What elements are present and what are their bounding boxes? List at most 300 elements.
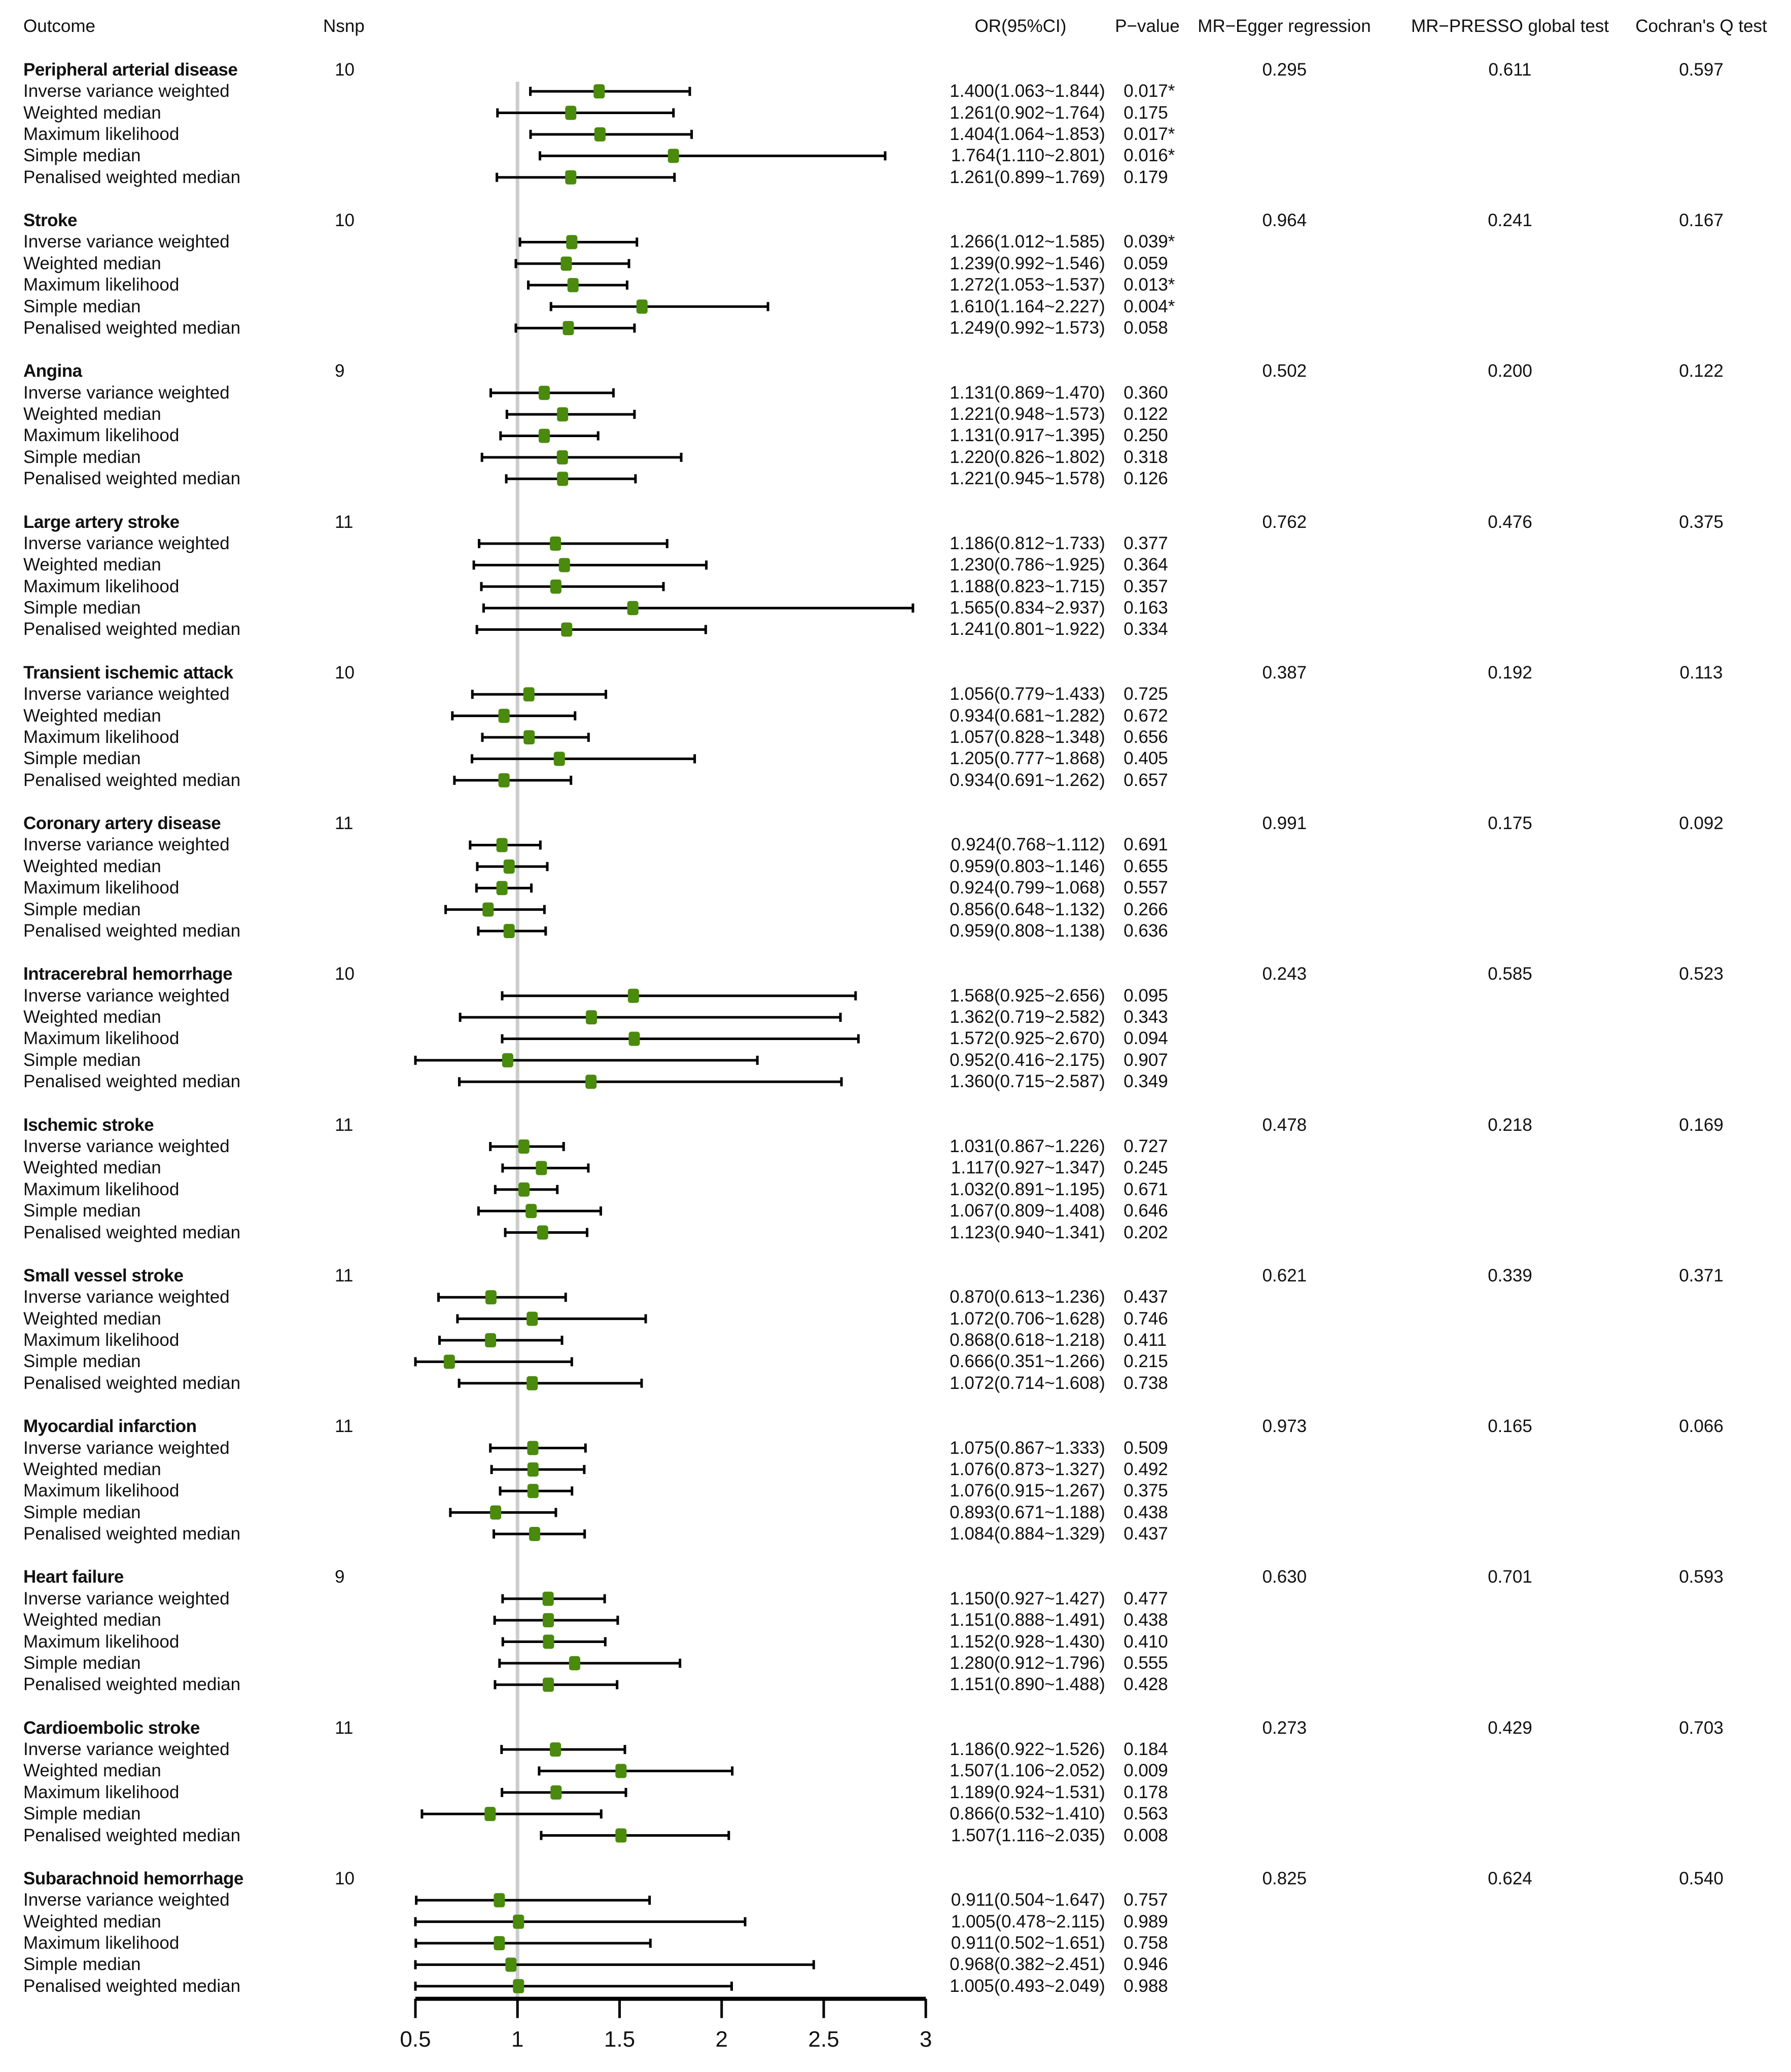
method-label: Weighted median	[23, 1158, 161, 1178]
cochran-q-pvalue: 0.371	[1679, 1265, 1724, 1285]
or-ci-value: 1.266(1.012~1.585)	[950, 232, 1105, 252]
p-value: 0.059	[1123, 253, 1168, 273]
p-value: 0.410	[1123, 1631, 1168, 1652]
method-label: Weighted median	[23, 253, 161, 273]
nsnp-value: 11	[335, 1416, 354, 1437]
p-value: 0.405	[1123, 748, 1168, 769]
or-ci-value: 1.241(0.801~1.922)	[950, 619, 1105, 639]
or-point-marker	[499, 709, 510, 723]
cochran-q-pvalue: 0.066	[1679, 1416, 1724, 1437]
method-label: Maximum likelihood	[23, 1481, 180, 1501]
or-ci-value: 1.572(0.925~2.670)	[950, 1028, 1105, 1049]
or-ci-value: 0.868(0.618~1.218)	[950, 1330, 1105, 1350]
method-label: Weighted median	[23, 404, 161, 424]
mr-egger-pvalue: 0.478	[1262, 1115, 1307, 1135]
cochran-q-pvalue: 0.703	[1679, 1718, 1724, 1738]
outcome-group-label: Angina	[23, 361, 82, 381]
or-ci-value: 1.230(0.786~1.925)	[950, 555, 1105, 575]
or-point-marker	[550, 537, 561, 551]
or-ci-value: 1.057(0.828~1.348)	[950, 727, 1105, 747]
method-label: Weighted median	[23, 1911, 161, 1932]
method-label: Maximum likelihood	[23, 727, 180, 747]
or-point-marker	[529, 1527, 540, 1541]
method-label: Simple median	[23, 1351, 141, 1372]
or-ci-value: 1.067(0.809~1.408)	[950, 1201, 1105, 1221]
nsnp-value: 9	[335, 361, 345, 381]
p-value: 0.492	[1123, 1459, 1168, 1479]
cochran-q-pvalue: 0.597	[1679, 59, 1724, 80]
or-ci-value: 1.507(1.106~2.052)	[950, 1761, 1105, 1781]
or-ci-value: 1.221(0.945~1.578)	[950, 469, 1105, 489]
nsnp-value: 11	[335, 1718, 354, 1738]
p-value: 0.202	[1123, 1222, 1168, 1242]
or-point-marker	[528, 1462, 539, 1477]
p-value: 0.349	[1123, 1071, 1168, 1092]
p-value: 0.656	[1123, 727, 1168, 747]
p-value: 0.555	[1123, 1653, 1168, 1673]
or-point-marker	[550, 580, 561, 594]
method-label: Inverse variance weighted	[23, 1287, 230, 1307]
method-label: Maximum likelihood	[23, 1028, 180, 1049]
header-outcome: Outcome	[23, 16, 95, 36]
method-label: Maximum likelihood	[23, 1933, 180, 1953]
mr-presso-pvalue: 0.624	[1488, 1868, 1532, 1888]
p-value: 0.946	[1123, 1954, 1168, 1975]
mr-egger-pvalue: 0.973	[1262, 1416, 1307, 1437]
p-value: 0.017*	[1123, 81, 1175, 101]
header-mr-egger: MR−Egger regression	[1198, 16, 1371, 36]
or-point-marker	[523, 730, 535, 744]
or-point-marker	[557, 472, 568, 486]
or-ci-value: 0.934(0.681~1.282)	[950, 705, 1105, 726]
mr-presso-pvalue: 0.611	[1488, 59, 1532, 80]
outcome-group-label: Small vessel stroke	[23, 1265, 184, 1285]
method-label: Weighted median	[23, 102, 161, 123]
or-point-marker	[557, 407, 568, 421]
or-ci-value: 0.934(0.691~1.262)	[950, 770, 1105, 790]
method-label: Penalised weighted median	[23, 619, 241, 639]
mr-presso-pvalue: 0.175	[1488, 813, 1532, 834]
method-label: Inverse variance weighted	[23, 232, 230, 252]
or-ci-value: 1.565(0.834~2.937)	[950, 598, 1105, 618]
p-value: 0.437	[1123, 1287, 1168, 1307]
mr-egger-pvalue: 0.273	[1262, 1718, 1307, 1738]
method-label: Weighted median	[23, 1761, 161, 1781]
method-label: Penalised weighted median	[23, 1222, 241, 1242]
method-label: Penalised weighted median	[23, 167, 241, 187]
method-label: Inverse variance weighted	[23, 1136, 230, 1156]
or-point-marker	[628, 1031, 640, 1046]
mr-presso-pvalue: 0.701	[1488, 1567, 1532, 1587]
method-label: Weighted median	[23, 1459, 161, 1479]
or-point-marker	[502, 1053, 513, 1067]
or-point-marker	[536, 1161, 547, 1175]
header-or-ci: OR(95%CI)	[974, 16, 1067, 36]
or-point-marker	[494, 1893, 505, 1907]
x-axis-tick-label: 2	[715, 2026, 728, 2052]
outcome-group-label: Intracerebral hemorrhage	[23, 964, 233, 984]
mr-egger-pvalue: 0.630	[1262, 1567, 1307, 1587]
or-point-marker	[518, 1139, 530, 1154]
method-label: Simple median	[23, 447, 141, 467]
method-label: Maximum likelihood	[23, 1782, 180, 1802]
or-ci-value: 1.239(0.992~1.546)	[950, 253, 1105, 273]
method-label: Maximum likelihood	[23, 1631, 180, 1652]
or-ci-value: 1.123(0.940~1.341)	[950, 1222, 1105, 1242]
mr-presso-pvalue: 0.200	[1488, 361, 1532, 381]
method-label: Penalised weighted median	[23, 770, 241, 790]
p-value: 0.437	[1123, 1524, 1168, 1544]
or-point-marker	[569, 1656, 580, 1670]
or-point-marker	[513, 1915, 524, 1929]
or-ci-value: 0.911(0.504~1.647)	[951, 1890, 1105, 1910]
or-point-marker	[484, 1807, 496, 1821]
or-ci-value: 1.151(0.888~1.491)	[950, 1610, 1105, 1630]
p-value: 0.364	[1123, 555, 1168, 575]
p-value: 0.757	[1123, 1890, 1168, 1910]
or-point-marker	[586, 1010, 597, 1024]
or-ci-value: 1.076(0.915~1.267)	[950, 1481, 1105, 1501]
outcome-group-label: Myocardial infarction	[23, 1416, 197, 1437]
or-point-marker	[528, 1484, 539, 1498]
or-point-marker	[526, 1312, 538, 1326]
mr-presso-pvalue: 0.429	[1488, 1718, 1532, 1738]
method-label: Weighted median	[23, 1308, 161, 1329]
mr-egger-pvalue: 0.295	[1262, 59, 1307, 80]
outcome-group-label: Peripheral arterial disease	[23, 59, 238, 80]
method-label: Inverse variance weighted	[23, 533, 230, 553]
p-value: 0.245	[1123, 1158, 1168, 1178]
p-value: 0.557	[1123, 878, 1168, 898]
method-label: Simple median	[23, 1804, 141, 1824]
or-point-marker	[565, 106, 576, 120]
or-point-marker	[585, 1075, 596, 1089]
or-ci-value: 1.362(0.719~2.582)	[950, 1007, 1105, 1027]
p-value: 0.039*	[1123, 232, 1175, 252]
p-value: 0.094	[1123, 1028, 1168, 1049]
or-ci-value: 0.959(0.808~1.138)	[950, 920, 1105, 941]
or-point-marker	[499, 773, 510, 788]
method-label: Simple median	[23, 1502, 141, 1522]
method-label: Penalised weighted median	[23, 1071, 241, 1092]
x-axis-tick-label: 2.5	[808, 2026, 839, 2052]
or-ci-value: 1.400(1.063~1.844)	[950, 81, 1105, 101]
p-value: 0.657	[1123, 770, 1168, 790]
or-ci-value: 1.151(0.890~1.488)	[950, 1674, 1105, 1695]
or-ci-value: 1.568(0.925~2.656)	[950, 985, 1105, 1006]
or-ci-value: 1.272(1.053~1.537)	[950, 275, 1105, 295]
cochran-q-pvalue: 0.167	[1679, 210, 1724, 231]
or-point-marker	[526, 1376, 538, 1390]
or-point-marker	[482, 903, 494, 917]
or-ci-value: 1.084(0.884~1.329)	[950, 1524, 1105, 1544]
x-axis-tick-label: 1	[511, 2026, 524, 2052]
mr-presso-pvalue: 0.165	[1488, 1416, 1532, 1437]
or-ci-value: 1.152(0.928~1.430)	[950, 1631, 1105, 1652]
or-ci-value: 1.072(0.706~1.628)	[950, 1308, 1105, 1329]
or-point-marker	[485, 1290, 497, 1304]
or-ci-value: 1.261(0.899~1.769)	[950, 167, 1105, 187]
p-value: 0.250	[1123, 425, 1168, 446]
or-point-marker	[539, 386, 550, 400]
or-point-marker	[497, 881, 508, 895]
p-value: 0.095	[1123, 985, 1168, 1006]
mr-egger-pvalue: 0.502	[1262, 361, 1307, 381]
method-label: Simple median	[23, 1201, 141, 1221]
or-point-marker	[543, 1677, 554, 1692]
mr-presso-pvalue: 0.585	[1488, 964, 1532, 984]
p-value: 0.438	[1123, 1610, 1168, 1630]
or-point-marker	[560, 257, 572, 271]
mr-egger-pvalue: 0.243	[1262, 964, 1307, 984]
p-value: 0.215	[1123, 1351, 1168, 1372]
or-point-marker	[594, 127, 606, 141]
mr-egger-pvalue: 0.991	[1262, 813, 1307, 834]
p-value: 0.013*	[1123, 275, 1175, 295]
or-ci-value: 1.220(0.826~1.802)	[950, 447, 1105, 467]
or-ci-value: 0.968(0.382~2.451)	[950, 1954, 1105, 1975]
p-value: 0.725	[1123, 684, 1168, 704]
or-point-marker	[628, 989, 639, 1003]
or-ci-value: 1.056(0.779~1.433)	[950, 684, 1105, 704]
or-point-marker	[527, 1441, 538, 1455]
or-ci-value: 1.205(0.777~1.868)	[950, 748, 1105, 769]
or-point-marker	[543, 1613, 554, 1627]
outcome-group-label: Stroke	[23, 210, 77, 231]
method-label: Simple median	[23, 296, 141, 316]
or-ci-value: 0.870(0.613~1.236)	[950, 1287, 1105, 1307]
or-ci-value: 1.032(0.891~1.195)	[950, 1179, 1105, 1199]
or-ci-value: 1.507(1.116~2.035)	[951, 1825, 1105, 1845]
p-value: 0.646	[1123, 1201, 1168, 1221]
x-axis-tick-label: 1.5	[604, 2026, 636, 2052]
or-point-marker	[550, 1742, 561, 1757]
p-value: 0.184	[1123, 1739, 1168, 1760]
mr-egger-pvalue: 0.825	[1262, 1868, 1307, 1888]
or-point-marker	[568, 278, 579, 292]
or-point-marker	[497, 838, 508, 852]
or-point-marker	[525, 1204, 537, 1218]
or-point-marker	[513, 1979, 524, 1993]
method-label: Inverse variance weighted	[23, 1438, 230, 1458]
or-ci-value: 1.280(0.912~1.796)	[950, 1653, 1105, 1673]
or-ci-value: 1.186(0.812~1.733)	[950, 533, 1105, 553]
x-axis-tick-label: 3	[919, 2026, 932, 2052]
method-label: Maximum likelihood	[23, 124, 180, 144]
method-label: Maximum likelihood	[23, 1330, 180, 1350]
p-value: 0.727	[1123, 1136, 1168, 1156]
nsnp-value: 11	[335, 813, 354, 834]
method-label: Inverse variance weighted	[23, 382, 230, 403]
or-point-marker	[523, 687, 535, 701]
method-label: Penalised weighted median	[23, 317, 241, 338]
mr-presso-pvalue: 0.339	[1488, 1265, 1532, 1285]
or-ci-value: 0.893(0.671~1.188)	[950, 1502, 1105, 1522]
or-point-marker	[494, 1936, 505, 1950]
mr-egger-pvalue: 0.762	[1262, 512, 1307, 532]
or-point-marker	[485, 1333, 496, 1347]
method-label: Inverse variance weighted	[23, 684, 230, 704]
outcome-group-label: Ischemic stroke	[23, 1115, 154, 1135]
method-label: Weighted median	[23, 555, 161, 575]
header-mr-presso: MR−PRESSO global test	[1411, 16, 1609, 36]
method-label: Penalised weighted median	[23, 1674, 241, 1695]
cochran-q-pvalue: 0.092	[1679, 813, 1724, 834]
p-value: 0.360	[1123, 382, 1168, 403]
nsnp-value: 11	[335, 1265, 354, 1285]
outcome-group-label: Cardioembolic stroke	[23, 1718, 200, 1738]
mr-presso-pvalue: 0.476	[1488, 512, 1532, 532]
or-ci-value: 0.924(0.768~1.112)	[951, 835, 1105, 855]
p-value: 0.009	[1123, 1761, 1168, 1781]
cochran-q-pvalue: 0.540	[1679, 1868, 1724, 1888]
p-value: 0.377	[1123, 533, 1168, 553]
or-point-marker	[557, 450, 568, 465]
nsnp-value: 10	[335, 662, 355, 683]
cochran-q-pvalue: 0.113	[1679, 662, 1723, 683]
method-label: Inverse variance weighted	[23, 1739, 230, 1760]
p-value: 0.016*	[1123, 146, 1175, 166]
or-ci-value: 1.186(0.922~1.526)	[950, 1739, 1105, 1760]
or-ci-value: 1.075(0.867~1.333)	[950, 1438, 1105, 1458]
or-point-marker	[565, 170, 576, 185]
or-point-marker	[543, 1592, 554, 1606]
or-ci-value: 0.924(0.799~1.068)	[950, 878, 1105, 898]
or-point-marker	[550, 1785, 561, 1800]
p-value: 0.017*	[1123, 124, 1175, 144]
or-ci-value: 1.031(0.867~1.226)	[950, 1136, 1105, 1156]
or-point-marker	[637, 300, 648, 314]
outcome-group-label: Large artery stroke	[23, 512, 180, 532]
or-ci-value: 1.188(0.823~1.715)	[950, 576, 1105, 596]
or-point-marker	[490, 1506, 501, 1520]
p-value: 0.357	[1123, 576, 1168, 596]
p-value: 0.343	[1123, 1007, 1168, 1027]
or-ci-value: 1.189(0.924~1.531)	[950, 1782, 1105, 1802]
or-point-marker	[627, 601, 639, 615]
method-label: Simple median	[23, 748, 141, 769]
or-point-marker	[554, 752, 565, 766]
or-ci-value: 1.076(0.873~1.327)	[950, 1459, 1105, 1479]
mr-presso-pvalue: 0.241	[1488, 210, 1532, 231]
nsnp-value: 10	[335, 210, 355, 231]
or-point-marker	[561, 622, 572, 636]
cochran-q-pvalue: 0.593	[1679, 1567, 1724, 1587]
outcome-group-label: Transient ischemic attack	[23, 662, 233, 683]
method-label: Simple median	[23, 1050, 141, 1070]
mr-egger-pvalue: 0.387	[1262, 662, 1307, 683]
method-label: Weighted median	[23, 856, 161, 876]
or-ci-value: 1.261(0.902~1.764)	[950, 102, 1105, 123]
nsnp-value: 11	[335, 1115, 354, 1135]
nsnp-value: 11	[335, 512, 354, 532]
x-axis-tick-label: 0.5	[400, 2026, 431, 2052]
method-label: Simple median	[23, 1653, 141, 1673]
or-ci-value: 0.911(0.502~1.651)	[951, 1933, 1105, 1953]
or-ci-value: 1.131(0.917~1.395)	[950, 425, 1105, 446]
or-point-marker	[518, 1183, 530, 1197]
p-value: 0.738	[1123, 1373, 1168, 1393]
method-label: Weighted median	[23, 1007, 161, 1027]
or-point-marker	[537, 1226, 548, 1240]
outcome-group-label: Coronary artery disease	[23, 813, 221, 834]
method-label: Simple median	[23, 899, 141, 919]
p-value: 0.163	[1123, 598, 1168, 618]
method-label: Simple median	[23, 146, 141, 166]
or-point-marker	[668, 149, 679, 163]
or-point-marker	[543, 1635, 554, 1649]
method-label: Inverse variance weighted	[23, 1588, 230, 1609]
method-label: Maximum likelihood	[23, 576, 180, 596]
or-point-marker	[504, 860, 515, 874]
p-value: 0.563	[1123, 1804, 1168, 1824]
p-value: 0.691	[1123, 835, 1168, 855]
or-point-marker	[615, 1764, 626, 1778]
method-label: Inverse variance weighted	[23, 1890, 230, 1910]
method-label: Maximum likelihood	[23, 425, 180, 446]
p-value: 0.175	[1123, 102, 1168, 123]
p-value: 0.989	[1123, 1911, 1168, 1932]
p-value: 0.122	[1123, 404, 1168, 424]
or-point-marker	[559, 558, 570, 572]
header-cochran-q: Cochran's Q test	[1635, 16, 1767, 36]
or-ci-value: 1.249(0.992~1.573)	[950, 317, 1105, 338]
cochran-q-pvalue: 0.169	[1679, 1115, 1724, 1135]
or-ci-value: 1.005(0.478~2.115)	[951, 1911, 1105, 1932]
cochran-q-pvalue: 0.375	[1679, 512, 1724, 532]
or-point-marker	[505, 1957, 516, 1972]
or-point-marker	[615, 1829, 626, 1843]
p-value: 0.477	[1123, 1588, 1168, 1609]
or-ci-value: 1.610(1.164~2.227)	[950, 296, 1105, 316]
method-label: Penalised weighted median	[23, 1825, 241, 1845]
p-value: 0.179	[1123, 167, 1168, 187]
outcome-group-label: Subarachnoid hemorrhage	[23, 1868, 243, 1888]
mr-presso-pvalue: 0.192	[1488, 662, 1532, 683]
or-ci-value: 1.117(0.927~1.347)	[951, 1158, 1105, 1178]
p-value: 0.636	[1123, 920, 1168, 941]
or-ci-value: 1.221(0.948~1.573)	[950, 404, 1105, 424]
or-ci-value: 1.131(0.869~1.470)	[950, 382, 1105, 403]
or-ci-value: 1.005(0.493~2.049)	[950, 1976, 1105, 1996]
or-ci-value: 1.072(0.714~1.608)	[950, 1373, 1105, 1393]
nsnp-value: 9	[335, 1567, 345, 1587]
p-value: 0.988	[1123, 1976, 1168, 1996]
p-value: 0.375	[1123, 1481, 1168, 1501]
or-point-marker	[593, 84, 605, 98]
p-value: 0.008	[1123, 1825, 1168, 1845]
p-value: 0.318	[1123, 447, 1168, 467]
method-label: Penalised weighted median	[23, 1373, 241, 1393]
p-value: 0.655	[1123, 856, 1168, 876]
or-ci-value: 1.404(1.064~1.853)	[950, 124, 1105, 144]
mr-egger-pvalue: 0.964	[1262, 210, 1307, 231]
nsnp-value: 10	[335, 59, 355, 80]
or-ci-value: 1.150(0.927~1.427)	[950, 1588, 1105, 1609]
mr-egger-pvalue: 0.621	[1262, 1265, 1307, 1285]
cochran-q-pvalue: 0.523	[1679, 964, 1724, 984]
or-ci-value: 1.360(0.715~2.587)	[950, 1071, 1105, 1092]
or-ci-value: 0.666(0.351~1.266)	[950, 1351, 1105, 1372]
or-point-marker	[539, 428, 550, 443]
method-label: Simple median	[23, 1954, 141, 1975]
method-label: Inverse variance weighted	[23, 835, 230, 855]
p-value: 0.178	[1123, 1782, 1168, 1802]
header-nsnp: Nsnp	[323, 16, 365, 36]
p-value: 0.672	[1123, 705, 1168, 726]
p-value: 0.266	[1123, 899, 1168, 919]
outcome-group-label: Heart failure	[23, 1567, 124, 1587]
